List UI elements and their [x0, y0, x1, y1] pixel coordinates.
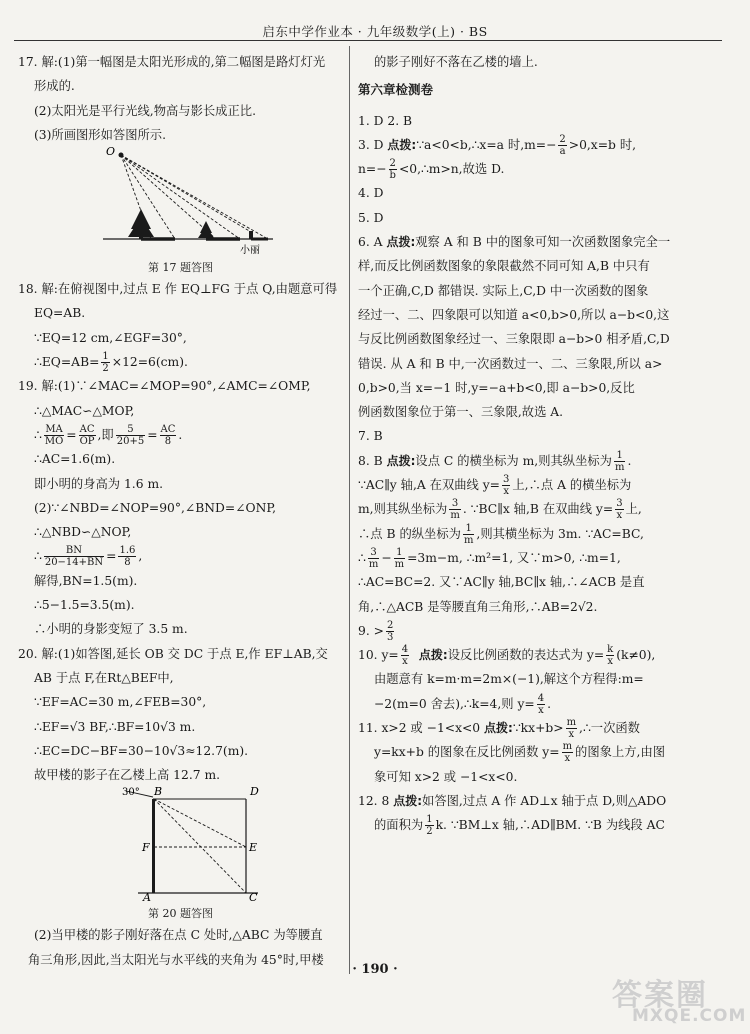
- label-person: 小丽: [240, 245, 260, 257]
- fraction: $\frac{2}{b}$: [389, 158, 396, 182]
- fraction: $\frac{AC}{OP}$: [79, 423, 95, 447]
- text-line: 错误. 从 A 和 B 中,一次函数过一、二、三象限,所以 a>: [358, 356, 663, 371]
- right-column: [358, 50, 708, 838]
- header-title: 启东中学作业本 · 九年级数学(上) · BS: [262, 24, 488, 39]
- text-line: 8. B 点拨:设点 C 的横坐标为 m,则其纵坐标为 $\frac{1}{m}$ .: [358, 449, 632, 473]
- fraction: $\frac{4}{x}$: [537, 692, 545, 716]
- fraction: $\frac{MA}{MO}$: [44, 423, 64, 447]
- svg-text:30°: 30°: [122, 787, 140, 799]
- text-line: 3. D 点拨:∵a<0<b,∴x=a 时,m=− $\frac{2}{a}$ >0,x=b 时,: [358, 133, 637, 157]
- fraction: $\frac{3}{m}$: [450, 498, 460, 522]
- figure-17-drawing: [18, 147, 343, 259]
- text-line: (2)当甲楼的影子刚好落在点 C 处时,△ABC 为等腰直: [34, 928, 323, 943]
- text-line: 9. > $\frac{2}{3}$: [358, 619, 394, 643]
- text-line: 19. 解:(1)∵∠MAC=∠MOP=90°,∠AMC=∠OMP,: [18, 379, 311, 394]
- tree-icon: [198, 221, 214, 238]
- text-line: (2)∵∠NBD=∠NOP=90°,∠BND=∠ONP,: [34, 500, 277, 515]
- label-o: O: [106, 147, 116, 159]
- text-line: ∴EC=DC−BF=30−10√3≈12.7(m).: [34, 743, 249, 758]
- header-rule: [14, 40, 722, 41]
- text-line: ∴AC=BC=2. 又∵AC∥y 轴,BC∥x 轴,∴∠ACB 是直: [358, 575, 645, 590]
- text-line: 5. D: [358, 210, 384, 225]
- text-line: ∴5−1.5=3.5(m).: [34, 598, 135, 613]
- text-line: −2(m=0 舍去),∴k=4,则 y= $\frac{4}{x}$ .: [374, 692, 551, 716]
- figure-20: [18, 787, 343, 905]
- text-line: ∴小明的身影变短了 3.5 m.: [34, 622, 188, 637]
- figure-17-caption: 第 17 题答图: [148, 261, 213, 275]
- text-line: 解得,BN=1.5(m).: [34, 573, 138, 588]
- fraction: $\frac{1}{m}$: [463, 522, 474, 546]
- text-line: EQ=AB.: [34, 306, 86, 321]
- fraction: $\frac{2}{a}$: [559, 133, 566, 157]
- text-line: 11. x>2 或 −1<x<0 点拨:∵kx+b> $\frac{m}{x}$ ,∴一次函数: [358, 717, 640, 741]
- watermark-logo: 答案圈 MXQE.COM: [612, 978, 747, 1026]
- svg-text:A: A: [143, 891, 151, 905]
- fraction: $\frac{4}{x}$: [401, 644, 409, 668]
- fraction: $\frac{1.6}{8}$: [119, 545, 136, 569]
- text-line: ∴△MAC∽△MOP,: [34, 403, 135, 418]
- text-line: (2)太阳光是平行光线,物高与影长成正比.: [34, 103, 256, 118]
- svg-text:C: C: [249, 891, 258, 905]
- fraction: $\frac{2}{3}$: [386, 619, 394, 643]
- text-line: AB 于点 F,在Rt△BEF中,: [34, 670, 174, 685]
- text-line: 10. y= $\frac{4}{x}$ 点拨:设反比例函数的表达式为 y= $\frac{k}{x}$ (k≠0),: [358, 644, 656, 668]
- text-line: ∵EF=AC=30 m,∠FEB=30°,: [34, 695, 207, 710]
- fraction: $\frac{m}{x}$: [562, 741, 573, 765]
- section-title: 第六章检测卷: [358, 82, 434, 98]
- text-line: 0,b>0,当 x=−1 时,y=−a+b<0,即 a−b>0,反比: [358, 380, 635, 395]
- fraction: $\frac{BN}{20-14+BN}$: [44, 545, 104, 569]
- text-line: ∵EQ=12 cm,∠EGF=30°,: [34, 330, 187, 345]
- column-divider: [349, 46, 350, 974]
- text-line: ∴ $\frac{3}{m}$ − $\frac{1}{m}$ =3m−m, ∴m²=1, 又∵m>0, ∴m=1,: [358, 546, 621, 570]
- text-line: m,则其纵坐标为 $\frac{3}{m}$ . ∵BC∥x 轴,B 在双曲线 y= $\frac{3}{x}$ 上,: [358, 498, 642, 522]
- text-line: ∴ $\frac{MA}{MO}$ = $\frac{AC}{OP}$ ,即 $\frac{5}{20+5}$ = $\frac{AC}{8}$ .: [34, 423, 183, 447]
- text-line: 20. 解:(1)如答图,延长 OB 交 DC 于点 E,作 EF⊥AB,交: [18, 646, 328, 661]
- text-line: n=− $\frac{2}{b}$ <0,∴m>n,故选 D.: [358, 158, 505, 182]
- svg-text:E: E: [249, 841, 258, 855]
- fraction: $\frac{k}{x}$: [607, 644, 614, 668]
- left-column: [18, 50, 343, 972]
- text-line: ∵AC∥y 轴,A 在双曲线 y= $\frac{3}{x}$ 上,∴点 A 的横坐标为: [358, 474, 632, 498]
- text-line: y=kx+b 的图象在反比例函数 y= $\frac{m}{x}$ 的图象上方,由图: [374, 741, 666, 765]
- fraction: $\frac{3}{x}$: [616, 498, 623, 522]
- text-line: ∴△NBD∽△NOP,: [34, 525, 132, 540]
- page-header: [0, 0, 750, 44]
- text-line: 1. D 2. B: [358, 113, 413, 128]
- text-line: (3)所画图形如答图所示.: [34, 127, 166, 142]
- text-line: ∴ $\frac{BN}{20-14+BN}$ = $\frac{1.6}{8}$ ,: [34, 545, 143, 569]
- figure-17: [18, 147, 343, 259]
- svg-text:D: D: [250, 787, 259, 799]
- text-line: 象可知 x>2 或 −1<x<0.: [374, 769, 518, 784]
- fraction: $\frac{5}{20+5}$: [116, 423, 145, 447]
- tree-icon: [128, 209, 154, 239]
- fraction: $\frac{m}{x}$: [566, 717, 577, 741]
- text-line: 形成的.: [34, 79, 75, 94]
- fraction: $\frac{1}{m}$: [394, 546, 405, 570]
- figure-20-drawing: [18, 787, 343, 905]
- text-line: ∴AC=1.6(m).: [34, 452, 116, 467]
- text-line: 角三角形,因此,当太阳光与水平线的夹角为 45°时,甲楼: [28, 952, 324, 967]
- fraction: $\frac{1}{m}$: [614, 449, 625, 473]
- text-line: 样,而反比例函数图象的象限截然不同可知 A,B 中只有: [358, 259, 650, 274]
- fraction: $\frac{AC}{8}$: [160, 423, 176, 447]
- text-line: 6. A 点拨:观察 A 和 B 中的图象可知一次函数图象完全一: [358, 235, 671, 250]
- text-line: ∴点 B 的纵坐标为 $\frac{1}{m}$ ,则其横坐标为 3m. ∵AC=BC,: [358, 522, 644, 546]
- fraction: $\frac{1}{2}$: [426, 814, 433, 838]
- text-line: 即小明的身高为 1.6 m.: [34, 476, 164, 491]
- text-line: 一个正确,C,D 都错误. 实际上,C,D 中一次函数的图象: [358, 283, 649, 298]
- text-line: 例函数图象位于第一、三象限,故选 A.: [358, 405, 564, 420]
- fraction: $\frac{3}{x}$: [503, 474, 510, 498]
- svg-text:F: F: [142, 841, 150, 855]
- svg-text:B: B: [154, 787, 163, 799]
- text-line: ∴EF=√3 BF,∴BF=10√3 m.: [34, 719, 196, 734]
- text-line: 由题意有 k=m·m=2m×(−1),解这个方程得:m=: [374, 672, 644, 687]
- text-line: 经过一、二、四象限可以知道 a<0,b>0,所以 a−b<0,这: [358, 307, 670, 322]
- text-line: 17. 解:(1)第一幅图是太阳光形成的,第二幅图是路灯灯光: [18, 55, 326, 69]
- fraction: $\frac{1}{2}$: [102, 351, 109, 375]
- text-line: 角,∴△ACB 是等腰直角三角形,∴AB=2√2.: [358, 599, 598, 614]
- text-line: 4. D: [358, 186, 384, 201]
- text-line: 12. 8 点拨:如答图,过点 A 作 AD⊥x 轴于点 D,则△ADO: [358, 793, 667, 808]
- text-line: 的影子刚好不落在乙楼的墙上.: [374, 55, 538, 69]
- figure-20-caption: 第 20 题答图: [148, 907, 213, 921]
- text-line: 故甲楼的影子在乙楼上高 12.7 m.: [34, 768, 221, 783]
- fraction: $\frac{3}{m}$: [368, 546, 379, 570]
- page-number: · 190 ·: [352, 962, 398, 977]
- text-line: 与反比例函数图象经过一、三象限即 a−b>0 相矛盾,C,D: [358, 332, 670, 347]
- text-line: 7. B: [358, 429, 383, 444]
- text-line: 的面积为 $\frac{1}{2}$ k. ∵BM⊥x 轴,∴AD∥BM. ∵B 为线段 AC: [374, 814, 665, 838]
- text-line: ∴EQ=AB= $\frac{1}{2}$ ×12=6(cm).: [34, 351, 188, 375]
- text-line: 18. 解:在俯视图中,过点 E 作 EQ⊥FG 于点 Q,由题意可得: [18, 282, 338, 297]
